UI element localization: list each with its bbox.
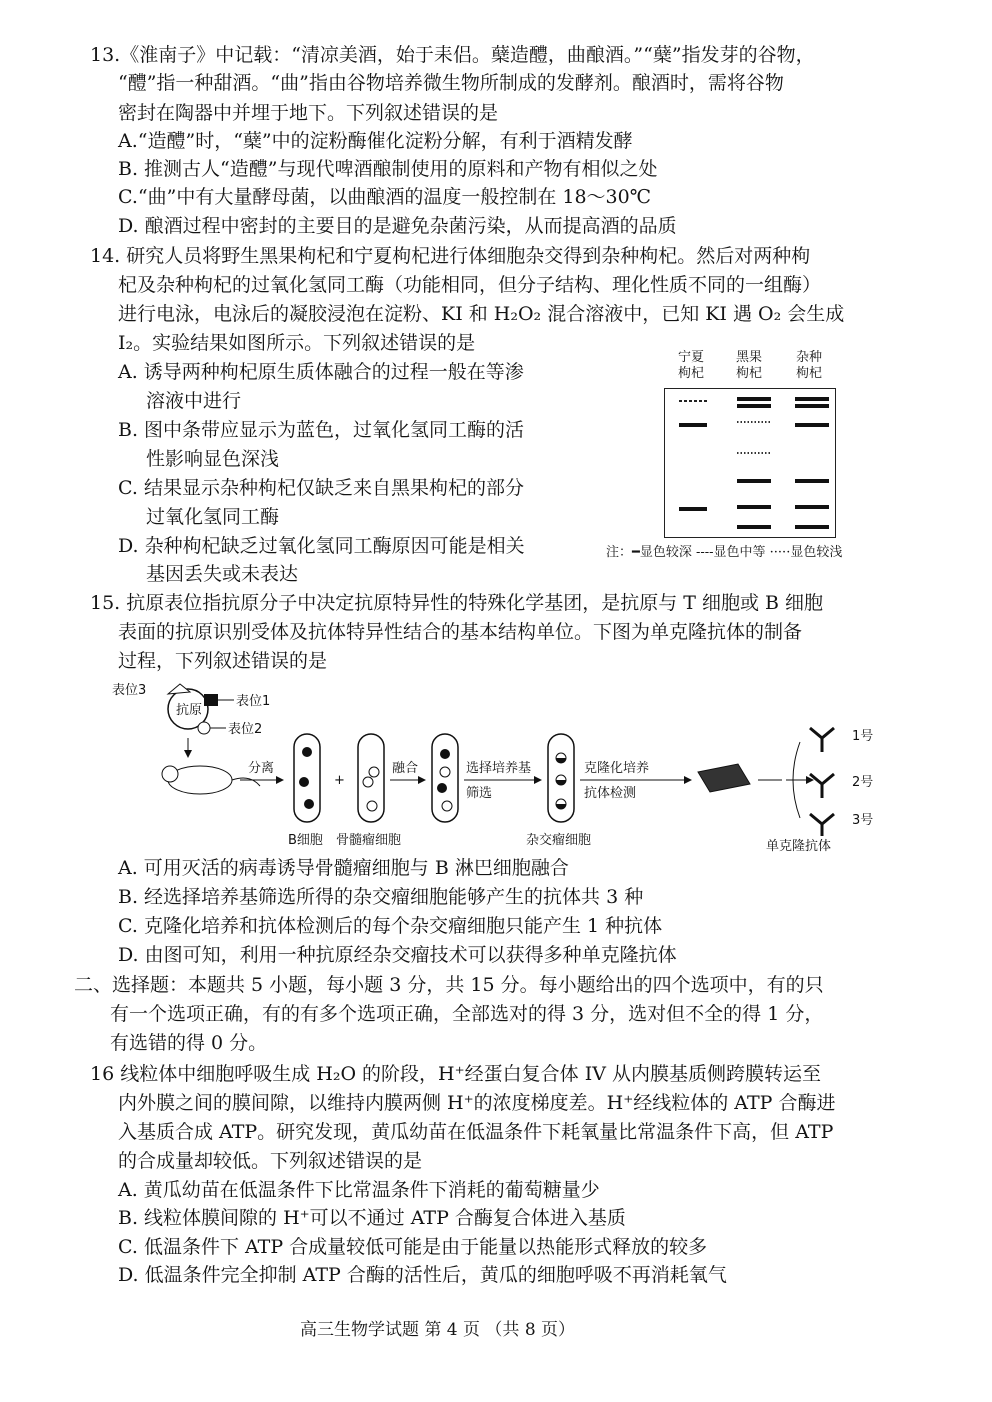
q16-option-b: B. 线粒体膜间隙的 H⁺可以不通过 ATP 合酶复合体进入基质: [118, 1207, 626, 1229]
gel-lane-label-ningxia: 宁夏 枸杞: [678, 350, 705, 381]
clone-culture-label: 克隆化培养: [584, 761, 650, 776]
gel-electrophoresis-figure: [664, 388, 836, 538]
select-medium-label: 选择培养基: [466, 761, 532, 776]
monoclonal-antibody-diagram: [110, 676, 880, 856]
gel-bands: [665, 389, 835, 537]
gel-legend-note: 注：━显色较深 ----显色中等 ·····显色较浅: [606, 545, 843, 560]
epitope2-shape: [198, 722, 210, 734]
antibody-2: [810, 774, 834, 798]
mab-caption: 单克隆抗体: [766, 839, 832, 854]
q16-option-c: C. 低温条件下 ATP 合成量较低可能是由于能量以热能形式释放的较多: [118, 1236, 708, 1258]
mab3-label: 3号: [852, 813, 874, 828]
q13-stem-line2: “醴”指一种甜酒。“曲”指由谷物培养微生物所制成的发酵剂。酿酒时，需将谷物: [118, 72, 784, 94]
q14-option-b-line2: 性影响显色深浅: [146, 448, 280, 470]
epitope1-shape: [204, 694, 218, 706]
q14-option-a-line2: 溶液中进行: [146, 390, 242, 412]
mab1-label: 1号: [852, 729, 874, 744]
antibody-3: [810, 814, 834, 836]
q14-option-d-line2: 基因丢失或未表达: [146, 563, 299, 585]
q13-stem-line3: 密封在陶器中并埋于地下。下列叙述错误的是: [118, 102, 499, 124]
epitope2-label: 表位2: [228, 722, 263, 737]
q15-option-c: C. 克隆化培养和抗体检测后的每个杂交瘤细胞只能产生 1 种抗体: [118, 915, 663, 937]
q16-stem-line4: 的合成量却较低。下列叙述错误的是: [118, 1150, 423, 1172]
q13-stem-line1: 13.《淮南子》中记载：“清凉美酒，始于耒侣。蘖造醴，曲酿酒。”“蘖”指发芽的谷物，: [90, 44, 815, 66]
antibody-1: [810, 728, 834, 752]
q15-stem-line1: 15. 抗原表位指抗原分子中决定抗原特异性的特殊化学基团，是抗原与 T 细胞或 B 细胞: [90, 592, 824, 614]
fuse-label: 融合: [392, 761, 419, 776]
q16-option-d: D. 低温条件完全抑制 ATP 合酶的活性后，黄瓜的细胞呼吸不再消耗氧气: [118, 1264, 727, 1286]
separate-label: 分离: [248, 761, 275, 776]
q15-option-d: D. 由图可知，利用一种抗原经杂交瘤技术可以获得多种单克隆抗体: [118, 944, 677, 966]
plus-sign: +: [334, 773, 345, 788]
q13-option-d: D. 酿酒过程中密封的主要目的是避免杂菌污染，从而提高酒的品质: [118, 215, 677, 237]
gel-lane-label-hybrid: 杂种 枸杞: [796, 350, 823, 381]
gel-lane-label-heiguo: 黑果 枸杞: [736, 350, 763, 381]
q13-option-a: A.“造醴”时，“蘖”中的淀粉酶催化淀粉分解，有利于酒精发酵: [118, 130, 633, 152]
q15-option-b: B. 经选择培养基筛选所得的杂交瘤细胞能够产生的抗体共 3 种: [118, 886, 644, 908]
q14-option-b-line1: B. 图中条带应显示为蓝色，过氧化氢同工酶的活: [118, 419, 525, 441]
q14-option-d-line1: D. 杂种枸杞缺乏过氧化氢同工酶原因可能是相关: [118, 535, 525, 557]
screening-label: 筛选: [466, 786, 493, 801]
q14-stem-line2: 杞及杂种枸杞的过氧化氢同工酶（功能相同，但分子结构、理化性质不同的一组酶）: [118, 274, 822, 296]
bcell-label: B细胞: [288, 833, 323, 848]
q15-stem-line3: 过程，下列叙述错误的是: [118, 650, 328, 672]
section2-line3: 有选错的得 0 分。: [110, 1032, 268, 1054]
q14-stem-line1: 14. 研究人员将野生黑果枸杞和宁夏枸杞进行体细胞杂交得到杂种枸杞。然后对两种枸: [90, 245, 811, 267]
culture-plate: [698, 764, 750, 792]
q14-option-c-line2: 过氧化氢同工酶: [146, 506, 280, 528]
q13-option-b: B. 推测古人“造醴”与现代啤酒酿制使用的原料和产物有相似之处: [118, 158, 658, 180]
hybridoma-label: 杂交瘤细胞: [526, 833, 592, 848]
epitope3-label: 表位3: [112, 683, 147, 698]
q16-stem-line1: 16 线粒体中细胞呼吸生成 H₂O 的阶段，H⁺经蛋白复合体 IV 从内膜基质侧跨膜转运至: [90, 1063, 821, 1085]
epitope3-shape: [168, 684, 190, 694]
section2-line1: 二、选择题：本题共 5 小题，每小题 3 分，共 15 分。每小题给出的四个选项中，有的只: [74, 974, 824, 996]
q16-stem-line2: 内外膜之间的膜间隙，以维持内膜两侧 H⁺的浓度梯度差。H⁺经线粒体的 ATP 合酶进: [118, 1092, 836, 1114]
section2-line2: 有一个选项正确，有的有多个选项正确，全部选对的得 3 分，选对但不全的得 1 分，: [110, 1003, 824, 1025]
q15-stem-line2: 表面的抗原识别受体及抗体特异性结合的基本结构单位。下图为单克隆抗体的制备: [118, 621, 803, 643]
myeloma-label: 骨髓瘤细胞: [336, 833, 402, 848]
q14-stem-line4: I₂。实验结果如图所示。下列叙述错误的是: [118, 332, 476, 354]
q16-stem-line3: 入基质合成 ATP。研究发现，黄瓜幼苗在低温条件下耗氧量比常温条件下高，但 ATP: [118, 1121, 834, 1143]
antibody-test-label: 抗体检测: [584, 786, 637, 801]
q13-option-c: C.“曲”中有大量酵母菌，以曲酿酒的温度一般控制在 18～30℃: [118, 186, 651, 208]
q15-option-a: A. 可用灭活的病毒诱导骨髓瘤细胞与 B 淋巴细胞融合: [118, 857, 569, 879]
q14-option-a-line1: A. 诱导两种枸杞原生质体融合的过程一般在等渗: [118, 361, 524, 383]
antigen-label: 抗原: [176, 703, 203, 718]
page-footer: 高三生物学试题 第 4 页 （共 8 页）: [300, 1320, 576, 1340]
q16-option-a: A. 黄瓜幼苗在低温条件下比常温条件下消耗的葡萄糖量少: [118, 1179, 600, 1201]
mab2-label: 2号: [852, 775, 874, 790]
epitope1-label: 表位1: [236, 694, 271, 709]
q14-option-c-line1: C. 结果显示杂种枸杞仅缺乏来自黑果枸杞的部分: [118, 477, 524, 499]
q14-stem-line3: 进行电泳，电泳后的凝胶浸泡在淀粉、KI 和 H₂O₂ 混合溶液中，已知 KI 遇 O₂ 会生成: [118, 303, 845, 325]
